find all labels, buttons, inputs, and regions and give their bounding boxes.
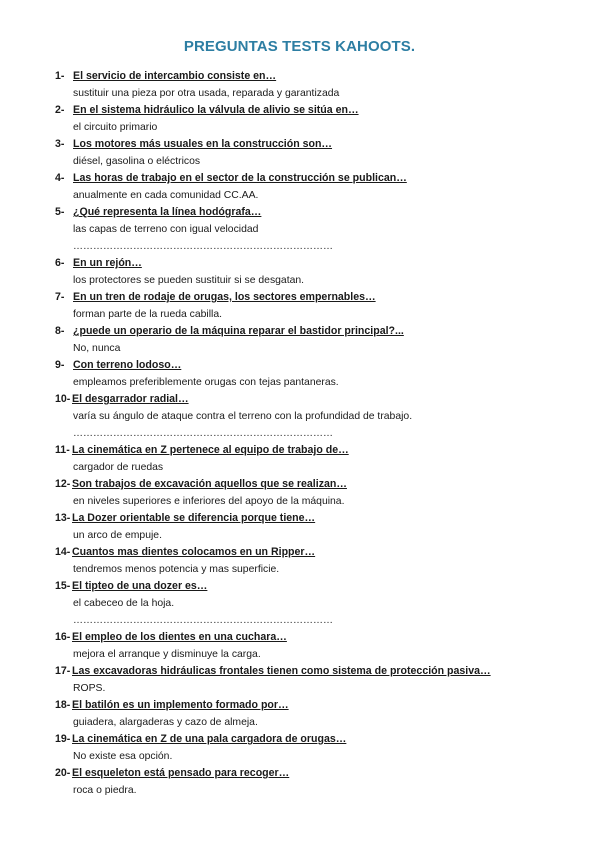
- question-item: [0, 357, 599, 391]
- question-item: [0, 255, 599, 289]
- question-line: [0, 136, 599, 153]
- question-text: El servicio de intercambio consiste en…: [73, 70, 277, 82]
- question-line: [0, 697, 599, 714]
- question-item: [0, 629, 599, 663]
- answer-text: No existe esa opción.: [73, 751, 173, 762]
- answer-text: un arco de empuje.: [73, 530, 162, 541]
- answer-text: forman parte de la rueda cabilla.: [73, 309, 223, 320]
- question-number: 19-: [55, 733, 71, 745]
- answer-line: [0, 595, 599, 612]
- question-line: [0, 578, 599, 595]
- answer-text: las capas de terreno con igual velocidad: [73, 224, 259, 235]
- question-item: [0, 663, 599, 697]
- question-line: [0, 204, 599, 221]
- answer-text: el circuito primario: [73, 122, 158, 133]
- question-line: [0, 255, 599, 272]
- answer-line: [0, 85, 599, 102]
- question-text: El batilón es un implemento formado por…: [72, 699, 289, 711]
- answer-line: [0, 119, 599, 136]
- question-item: [0, 578, 599, 629]
- question-number: 9-: [55, 359, 65, 371]
- page-title: PREGUNTAS TESTS KAHOOTS.: [183, 38, 416, 55]
- question-text: Las excavadoras hidráulicas frontales tienen como sistema de protección pasiva…: [72, 665, 491, 677]
- question-number: 6-: [55, 257, 65, 269]
- question-line: [0, 731, 599, 748]
- answer-text: empleamos preferiblemente orugas con tejas pantaneras.: [73, 377, 339, 388]
- answer-line: [0, 748, 599, 765]
- question-text: La cinemática en Z pertenece al equipo de trabajo de…: [72, 444, 349, 456]
- answer-text: No, nunca: [73, 343, 121, 354]
- question-item: [0, 68, 599, 102]
- answer-line: [0, 680, 599, 697]
- question-line: [0, 442, 599, 459]
- question-text: ¿Qué representa la línea hodógrafa…: [73, 206, 262, 218]
- answer-text: guiadera, alargaderas y cazo de almeja.: [73, 717, 258, 728]
- question-text: El esqueleton está pensado para recoger…: [72, 767, 290, 779]
- question-text: Son trabajos de excavación aquellos que se realizan…: [72, 478, 347, 490]
- question-number: 16-: [55, 631, 71, 643]
- answer-line: [0, 374, 599, 391]
- answer-line: [0, 646, 599, 663]
- answer-line: [0, 153, 599, 170]
- answer-line: [0, 459, 599, 476]
- answer-text: el cabeceo de la hoja.: [73, 598, 175, 609]
- dotted-line-text: ……………………………………………………………………: [73, 428, 333, 439]
- answer-text: sustituir una pieza por otra usada, reparada y garantizada: [73, 88, 340, 99]
- question-item: [0, 731, 599, 765]
- answer-text: cargador de ruedas: [73, 462, 164, 473]
- answer-line: [0, 561, 599, 578]
- question-text: Las horas de trabajo en el sector de la construcción se publican…: [73, 172, 407, 184]
- question-text: La cinemática en Z de una pala cargadora de orugas…: [72, 733, 347, 745]
- question-number: 8-: [55, 325, 65, 337]
- question-number: 17-: [55, 665, 71, 677]
- question-line: [0, 629, 599, 646]
- question-text: En un rejón…: [73, 257, 142, 269]
- question-item: [0, 102, 599, 136]
- question-text: La Dozer orientable se diferencia porque tiene…: [72, 512, 316, 524]
- question-item: [0, 391, 599, 442]
- question-number: 18-: [55, 699, 71, 711]
- question-text: Cuantos mas dientes colocamos en un Ripper…: [72, 546, 316, 558]
- question-number: 12-: [55, 478, 71, 490]
- question-text: El tipteo de una dozer es…: [72, 580, 208, 592]
- question-item: [0, 765, 599, 799]
- question-line: [0, 510, 599, 527]
- question-list: [0, 68, 599, 799]
- dotted-line-text: ……………………………………………………………………: [73, 241, 333, 252]
- question-text: El empleo de los dientes en una cuchara…: [72, 631, 287, 643]
- answer-text: mejora el arranque y disminuye la carga.: [73, 649, 261, 660]
- answer-text: varía su ángulo de ataque contra el terreno con la profundidad de trabajo.: [73, 411, 413, 422]
- question-item: [0, 442, 599, 476]
- answer-line: [0, 306, 599, 323]
- question-number: 13-: [55, 512, 71, 524]
- question-line: [0, 170, 599, 187]
- answer-line: [0, 340, 599, 357]
- question-item: [0, 289, 599, 323]
- dotted-line: [0, 425, 599, 442]
- question-number: 5-: [55, 206, 65, 218]
- question-text: ¿puede un operario de la máquina reparar el bastidor principal?...: [73, 325, 404, 337]
- dotted-line-text: ……………………………………………………………………: [73, 615, 333, 626]
- question-line: [0, 765, 599, 782]
- answer-text: los protectores se pueden sustituir si se desgatan.: [73, 275, 305, 286]
- question-line: [0, 357, 599, 374]
- question-line: [0, 544, 599, 561]
- question-item: [0, 323, 599, 357]
- question-line: [0, 289, 599, 306]
- question-item: [0, 136, 599, 170]
- question-number: 3-: [55, 138, 65, 150]
- answer-line: [0, 221, 599, 238]
- question-line: [0, 68, 599, 85]
- answer-line: [0, 408, 599, 425]
- answer-text: anualmente en cada comunidad CC.AA.: [73, 190, 259, 201]
- question-number: 15-: [55, 580, 71, 592]
- question-line: [0, 476, 599, 493]
- question-line: [0, 663, 599, 680]
- question-number: 14-: [55, 546, 71, 558]
- question-line: [0, 323, 599, 340]
- answer-text: diésel, gasolina o eléctricos: [73, 156, 201, 167]
- question-number: 2-: [55, 104, 65, 116]
- question-item: [0, 476, 599, 510]
- answer-line: [0, 527, 599, 544]
- answer-text: en niveles superiores e inferiores del apoyo de la máquina.: [73, 496, 345, 507]
- question-line: [0, 102, 599, 119]
- question-text: En el sistema hidráulico la válvula de alivio se sitúa en…: [73, 104, 359, 116]
- answer-line: [0, 782, 599, 799]
- question-number: 10-: [55, 393, 71, 405]
- dotted-line: [0, 238, 599, 255]
- answer-text: tendremos menos potencia y mas superficie.: [73, 564, 280, 575]
- answer-line: [0, 187, 599, 204]
- answer-line: [0, 272, 599, 289]
- question-item: [0, 204, 599, 255]
- question-text: Los motores más usuales en la construcción son…: [73, 138, 333, 150]
- question-item: [0, 697, 599, 731]
- question-item: [0, 510, 599, 544]
- question-line: [0, 391, 599, 408]
- question-text: Con terreno lodoso…: [73, 359, 182, 371]
- dotted-line: [0, 612, 599, 629]
- question-text: El desgarrador radial…: [72, 393, 189, 405]
- answer-line: [0, 493, 599, 510]
- question-number: 20-: [55, 767, 71, 779]
- answer-text: ROPS.: [73, 683, 106, 694]
- question-number: 1-: [55, 70, 65, 82]
- question-number: 7-: [55, 291, 65, 303]
- answer-line: [0, 714, 599, 731]
- question-number: 4-: [55, 172, 65, 184]
- question-number: 11-: [55, 444, 70, 456]
- answer-text: roca o piedra.: [73, 785, 137, 796]
- question-text: En un tren de rodaje de orugas, los sectores empernables…: [73, 291, 376, 303]
- question-item: [0, 170, 599, 204]
- question-item: [0, 544, 599, 578]
